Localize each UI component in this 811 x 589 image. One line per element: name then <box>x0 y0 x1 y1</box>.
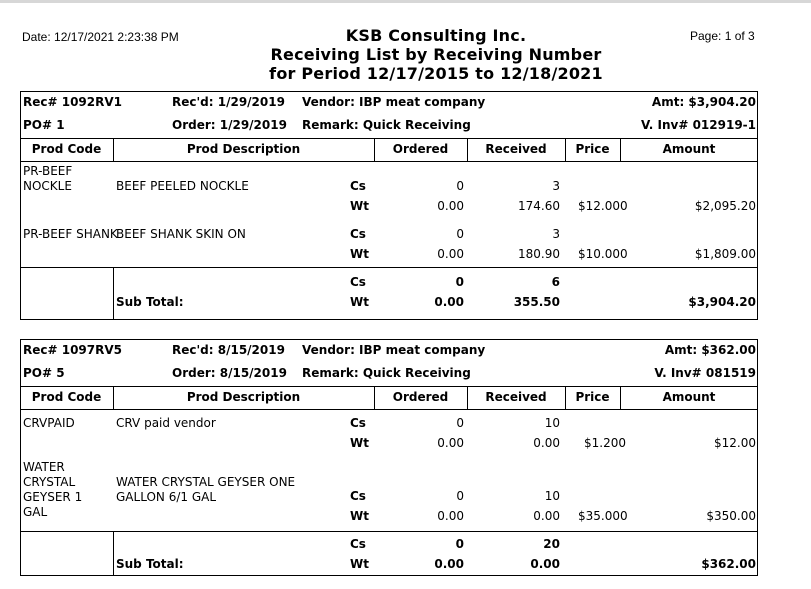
prod-description: WATER CRYSTAL GEYSER ONE GALLON 6/1 GAL <box>116 475 296 504</box>
rec-number: Rec# 1092RV1 <box>23 95 122 109</box>
prod-code: PR-BEEF SHANK <box>23 227 118 241</box>
unit-wt: Wt <box>350 436 369 450</box>
prod-description: CRV paid vendor <box>116 416 216 430</box>
cs-received: 3 <box>552 179 560 193</box>
order-date: Order: 8/15/2019 <box>172 366 287 380</box>
unit-wt: Wt <box>350 509 369 523</box>
subtotal-amount: $362.00 <box>701 557 756 571</box>
po-number: PO# 5 <box>23 366 65 380</box>
subtotal-cs-received: 6 <box>551 275 560 289</box>
report-period: for Period 12/17/2015 to 12/18/2021 <box>269 64 603 83</box>
unit-wt: Wt <box>350 247 369 261</box>
wt-received: 180.90 <box>518 247 560 261</box>
amount: $1,809.00 <box>694 247 756 261</box>
order-date: Order: 1/29/2019 <box>172 118 287 132</box>
price: $12.000 <box>578 199 628 213</box>
cs-ordered: 0 <box>456 489 464 503</box>
cs-ordered: 0 <box>456 227 464 241</box>
subtotal-cs-received: 20 <box>543 537 560 551</box>
po-number: PO# 1 <box>23 118 65 132</box>
prod-description: BEEF SHANK SKIN ON <box>116 227 246 241</box>
received-date: Rec'd: 8/15/2019 <box>172 343 285 357</box>
cs-ordered: 0 <box>456 179 464 193</box>
col-received: Received <box>485 390 547 404</box>
col-amount: Amount <box>662 142 716 156</box>
subtotal-wt-received: 355.50 <box>513 295 560 309</box>
subtotal-wt-ordered: 0.00 <box>434 295 464 309</box>
vendor-invoice: V. Inv# 081519 <box>654 366 756 380</box>
total-amount: Amt: $3,904.20 <box>651 95 756 109</box>
cs-received: 3 <box>552 227 560 241</box>
remark: Remark: Quick Receiving <box>302 366 471 380</box>
company-name: KSB Consulting Inc. <box>345 26 527 45</box>
price: $10.000 <box>578 247 628 261</box>
page-number: Page: 1 of 3 <box>690 29 755 43</box>
subtotal-cs-ordered: 0 <box>455 537 464 551</box>
unit-cs: Cs <box>350 537 366 551</box>
unit-cs: Cs <box>350 179 366 193</box>
wt-ordered: 0.00 <box>437 436 464 450</box>
cs-received: 10 <box>544 489 560 503</box>
subtotal-label: Sub Total: <box>116 295 184 309</box>
rec-number: Rec# 1097RV5 <box>23 343 122 357</box>
wt-received: 174.60 <box>518 199 560 213</box>
wt-ordered: 0.00 <box>437 247 464 261</box>
amount: $12.00 <box>714 436 756 450</box>
prod-code: WATER CRYSTAL GEYSER 1 GAL <box>23 460 83 519</box>
unit-cs: Cs <box>350 416 366 430</box>
unit-cs: Cs <box>350 489 366 503</box>
col-amount: Amount <box>662 390 716 404</box>
prod-description: BEEF PEELED NOCKLE <box>116 179 249 193</box>
col-prod-code: Prod Code <box>31 390 102 404</box>
col-prod-desc: Prod Description <box>186 142 301 156</box>
prod-code: CRVPAID <box>23 416 75 430</box>
col-price: Price <box>575 390 610 404</box>
subtotal-amount: $3,904.20 <box>688 295 756 309</box>
unit-wt: Wt <box>350 557 369 571</box>
wt-received: 0.00 <box>533 509 560 523</box>
cs-ordered: 0 <box>456 416 464 430</box>
price: $35.000 <box>578 509 628 523</box>
cs-received: 10 <box>544 416 560 430</box>
top-border <box>0 0 811 3</box>
subtotal-wt-ordered: 0.00 <box>434 557 464 571</box>
remark: Remark: Quick Receiving <box>302 118 471 132</box>
col-received: Received <box>485 142 547 156</box>
subtotal-wt-received: 0.00 <box>530 557 560 571</box>
col-prod-code: Prod Code <box>31 142 102 156</box>
amount: $350.00 <box>706 509 756 523</box>
vendor: Vendor: IBP meat company <box>302 343 486 357</box>
col-ordered: Ordered <box>392 390 449 404</box>
subtotal-cs-ordered: 0 <box>455 275 464 289</box>
col-price: Price <box>575 142 610 156</box>
vendor-invoice: V. Inv# 012919-1 <box>641 118 756 132</box>
amount: $2,095.20 <box>694 199 756 213</box>
prod-code: PR-BEEF NOCKLE <box>23 164 73 193</box>
unit-wt: Wt <box>350 199 369 213</box>
price: $1.200 <box>584 436 626 450</box>
report-date: Date: 12/17/2021 2:23:38 PM <box>22 30 179 44</box>
wt-ordered: 0.00 <box>437 509 464 523</box>
report-title: Receiving List by Receiving Number <box>270 45 602 64</box>
total-amount: Amt: $362.00 <box>664 343 756 357</box>
subtotal-label: Sub Total: <box>116 557 184 571</box>
col-prod-desc: Prod Description <box>186 390 301 404</box>
unit-cs: Cs <box>350 275 366 289</box>
wt-ordered: 0.00 <box>437 199 464 213</box>
vendor: Vendor: IBP meat company <box>302 95 486 109</box>
col-ordered: Ordered <box>392 142 449 156</box>
wt-received: 0.00 <box>533 436 560 450</box>
unit-cs: Cs <box>350 227 366 241</box>
unit-wt: Wt <box>350 295 369 309</box>
received-date: Rec'd: 1/29/2019 <box>172 95 285 109</box>
